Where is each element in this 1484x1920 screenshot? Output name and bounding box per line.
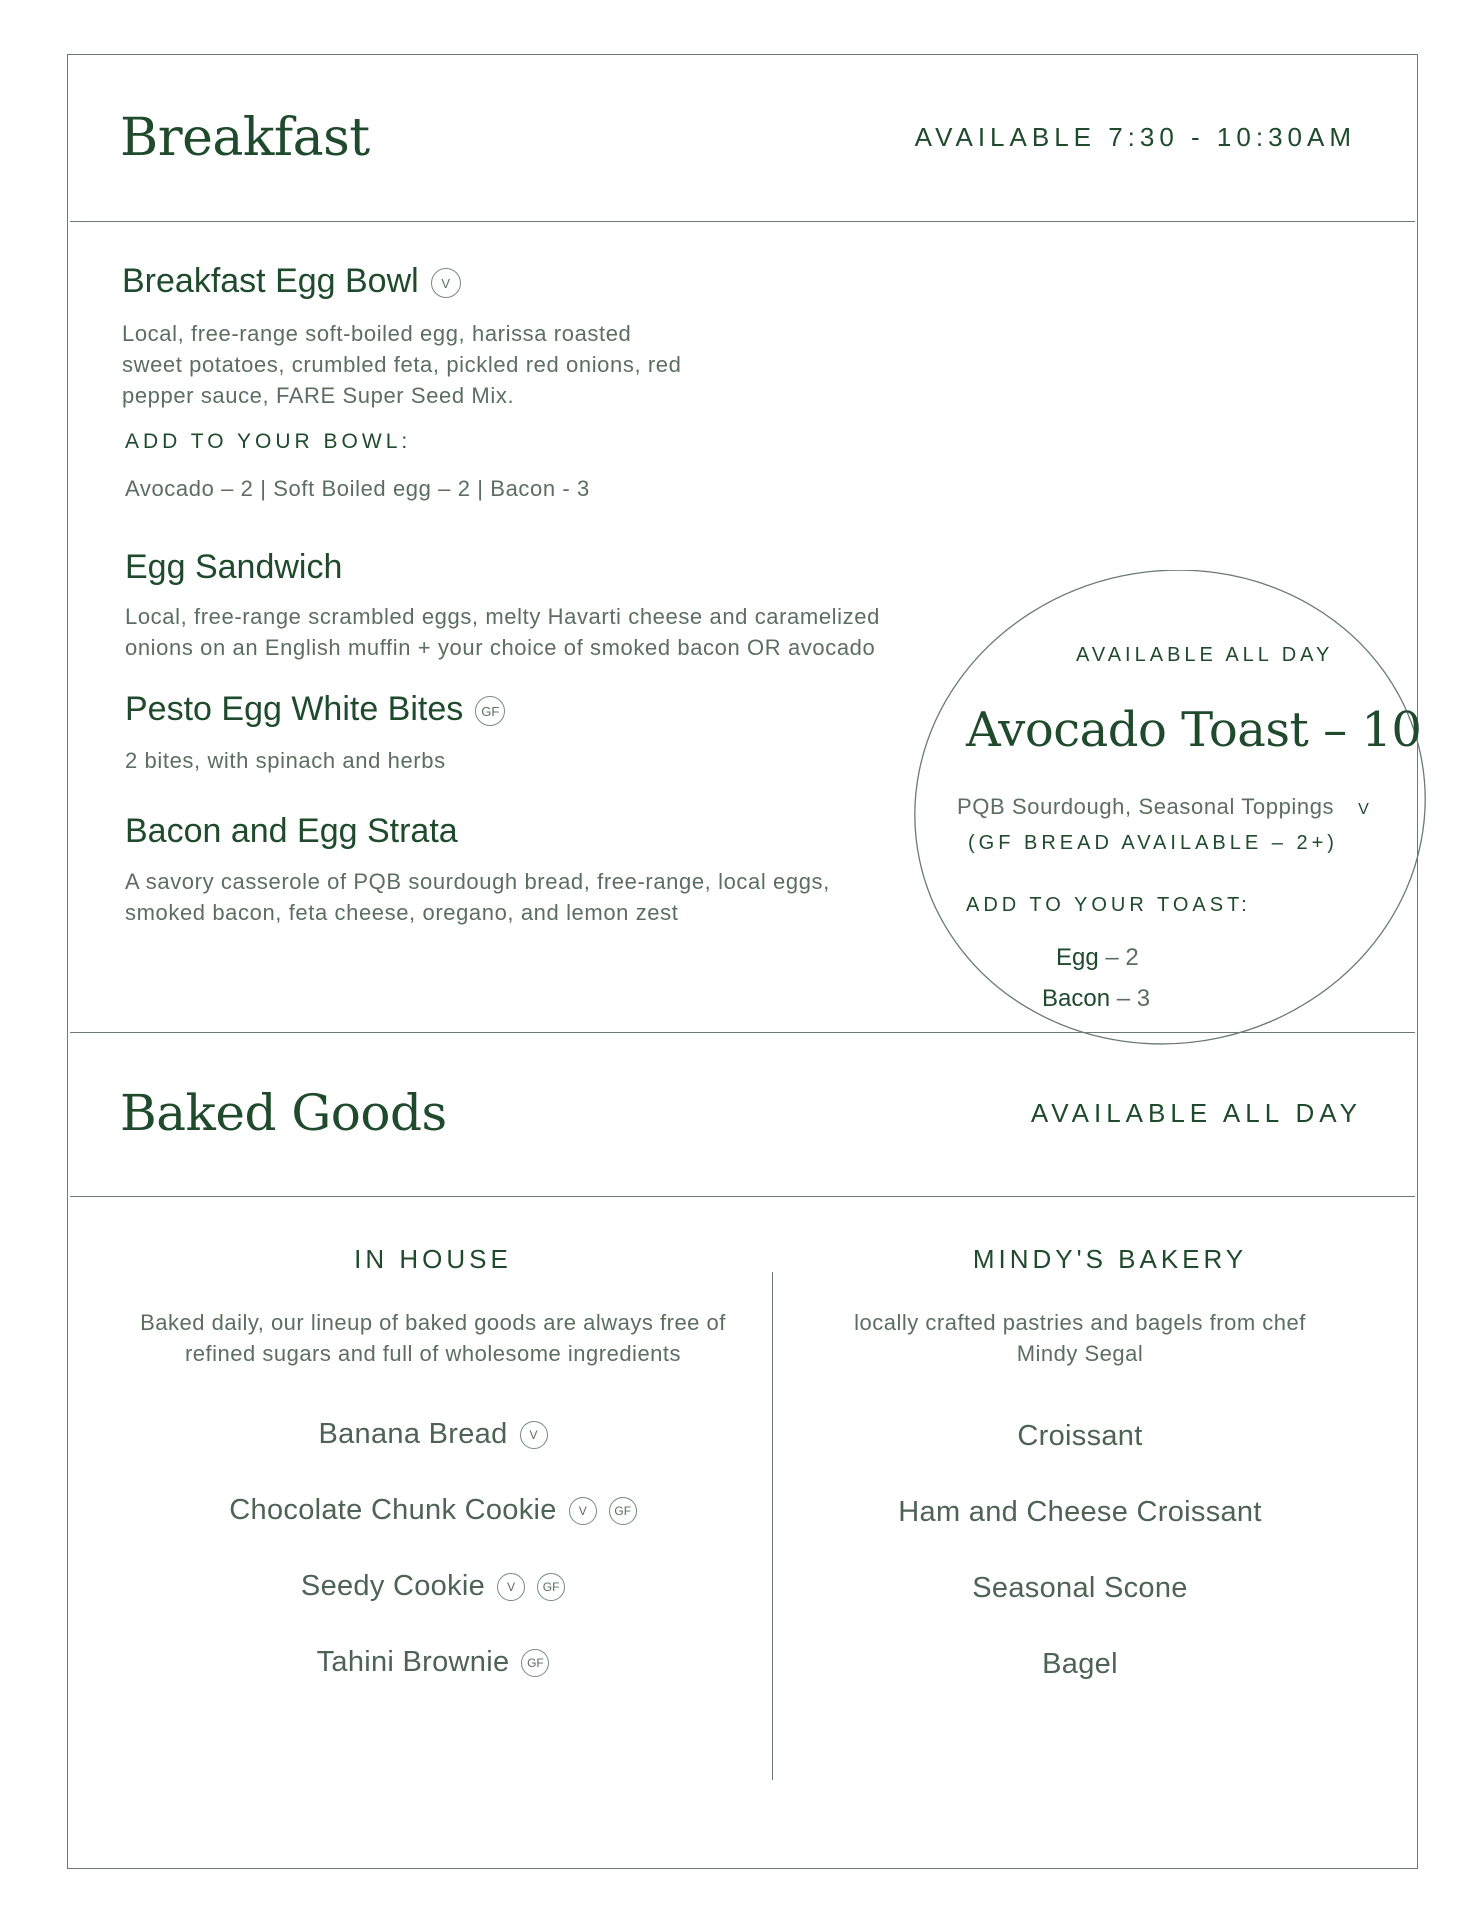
gluten-free-badge-icon: GF [537, 1573, 565, 1601]
menu-item-title: Breakfast Egg Bowl V [122, 262, 461, 301]
list-item: Ham and Cheese Croissant [898, 1496, 1262, 1528]
feature-availability: AVAILABLE ALL DAY [1076, 644, 1334, 666]
breakfast-availability: AVAILABLE 7:30 - 10:30AM [914, 122, 1356, 152]
gluten-free-badge-icon: GF [475, 696, 505, 726]
baked-goods-top-divider [70, 1032, 1415, 1033]
vegan-badge-icon: V [497, 1573, 525, 1601]
vegan-badge-icon: V [520, 1421, 548, 1449]
feature-description: PQB Sourdough, Seasonal Toppings V [957, 794, 1370, 819]
mindys-description: locally crafted pastries and bagels from chef Mindy Segal [854, 1310, 1306, 1366]
list-item: Chocolate Chunk Cookie V GF [130, 1494, 736, 1527]
breakfast-header-divider [70, 221, 1415, 222]
menu-item-description: 2 bites, with spinach and herbs [125, 748, 446, 773]
feature-addons-label: ADD TO YOUR TOAST: [966, 894, 1251, 916]
menu-item-title: Pesto Egg White Bites GF [125, 690, 505, 729]
baked-goods-availability: AVAILABLE ALL DAY [1030, 1098, 1362, 1128]
vegan-badge-icon: V [569, 1497, 597, 1525]
menu-item-description: Local, free-range soft-boiled egg, harissa roasted sweet potatoes, crumbled feta, pickled red onions, red pepper sauce, FARE Super Seed Mix. [122, 321, 682, 408]
in-house-heading: IN HOUSE [354, 1244, 512, 1274]
feature-addon-egg: Egg – 2 [1056, 944, 1139, 971]
mindys-heading: MINDY'S BAKERY [972, 1244, 1248, 1274]
feature-gf-note: (GF BREAD AVAILABLE – 2+) [968, 832, 1338, 854]
list-item: Banana Bread V [130, 1418, 736, 1451]
list-item: Seedy Cookie V GF [130, 1570, 736, 1603]
menu-item-title: Bacon and Egg Strata [125, 812, 458, 850]
baked-goods-header-divider [70, 1196, 1415, 1197]
addons-label: ADD TO YOUR BOWL: [125, 430, 412, 453]
gluten-free-badge-icon: GF [609, 1497, 637, 1525]
addons-list: Avocado – 2 | Soft Boiled egg – 2 | Bacon - 3 [125, 476, 590, 501]
menu-item-description: Local, free-range scrambled eggs, melty Havarti cheese and caramelized onions on an English muffin + your choice of smoked bacon OR avocado [125, 604, 880, 660]
list-item: Bagel [1042, 1648, 1118, 1680]
in-house-description: Baked daily, our lineup of baked goods are always free of refined sugars and full of wholesome ingredients [140, 1310, 726, 1366]
list-item: Seasonal Scone [972, 1572, 1188, 1604]
menu-item-description: A savory casserole of PQB sourdough bread, free-range, local eggs, smoked bacon, feta cheese, oregano, and lemon zest [125, 869, 830, 925]
feature-title: Avocado Toast – 10 [966, 702, 1422, 758]
menu-item-title: Egg Sandwich [125, 548, 343, 586]
feature-addon-bacon: Bacon – 3 [1042, 985, 1151, 1012]
column-divider [772, 1272, 773, 1780]
vegan-badge-icon: V [431, 268, 461, 298]
list-item: Tahini Brownie GF [130, 1646, 736, 1679]
list-item: Croissant [1017, 1420, 1143, 1452]
vegan-marker-icon: V [1358, 801, 1370, 818]
gluten-free-badge-icon: GF [521, 1649, 549, 1677]
baked-goods-title: Baked Goods [120, 1084, 447, 1142]
breakfast-title: Breakfast [120, 108, 370, 168]
